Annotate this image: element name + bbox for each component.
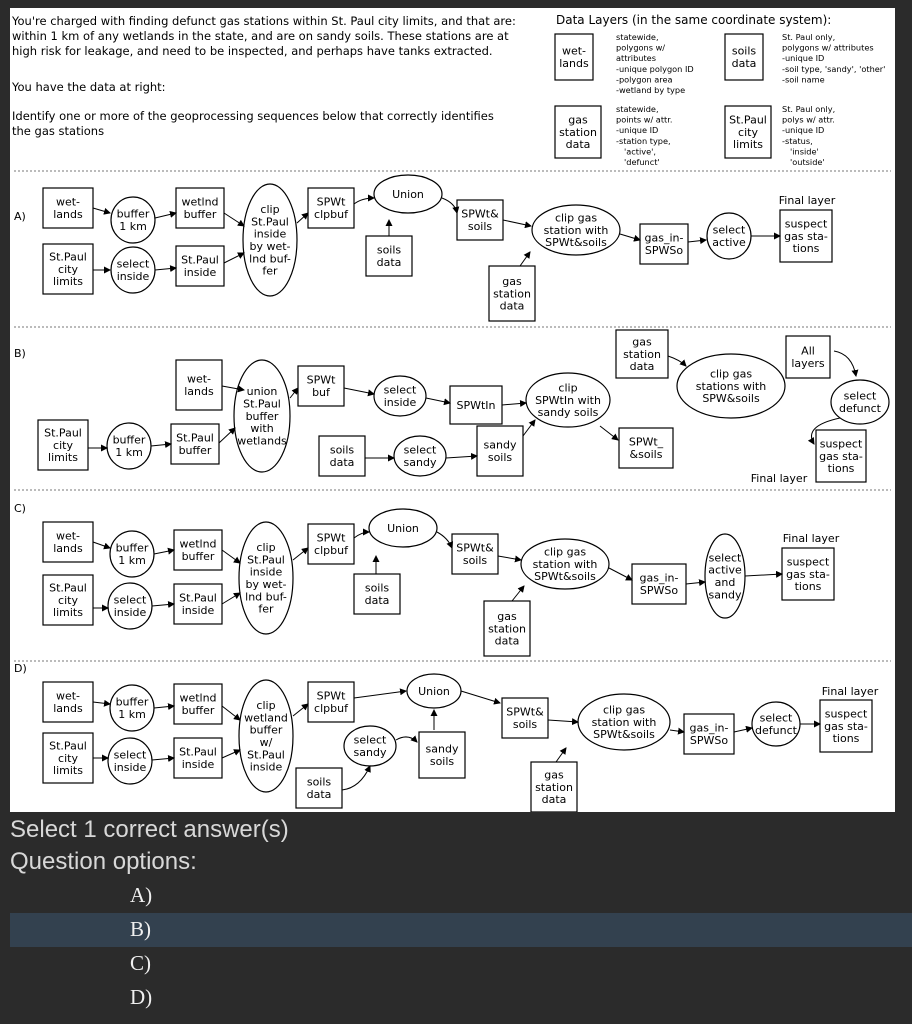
select-inside-oval	[108, 738, 152, 784]
select-inside-oval-label: select inside	[116, 257, 150, 283]
buffer-oval-label: buffer 1 km	[116, 207, 150, 233]
flow-arrow	[548, 720, 578, 722]
sandy-soils-box	[419, 732, 465, 778]
spwt-soils-box-label: SPWt& soils	[461, 207, 499, 233]
union-oval	[374, 175, 442, 213]
flow-arrow	[354, 198, 374, 204]
flow-arrow	[442, 198, 457, 213]
union-oval	[369, 509, 437, 547]
select-oval	[705, 534, 745, 618]
stpaul-inside-box-label: St.Paul inside	[179, 745, 217, 771]
flow-arrow	[609, 568, 632, 580]
clip-gas-oval-label: clip gas stations with SPW&soils	[695, 367, 767, 406]
flow-arrow	[222, 593, 240, 604]
flow-arrow	[688, 240, 706, 242]
intro-line: high risk for leakage, and need to be inspected, and perhaps have tanks extracted.	[12, 44, 493, 58]
option-a[interactable]	[10, 879, 912, 913]
final-layer-label: Final layer	[821, 684, 879, 698]
select-oval-label: select active	[712, 223, 746, 249]
stpaul-limits-box	[43, 733, 93, 783]
option-d-label: D)	[14, 661, 27, 675]
clip-oval-label: clip St.Paul inside by wet-lnd buf-fer	[249, 203, 291, 278]
stpaul-limits-box	[38, 420, 88, 470]
spwt-clpbuf-box	[308, 524, 354, 564]
union-oval-label: union St.Paul buffer with wetlands	[237, 385, 287, 448]
final-layer-box-label: suspect gas sta-tions	[786, 555, 830, 594]
clip-oval-label: clip St.Paul inside by wet-lnd buf-fer	[245, 541, 287, 616]
final-layer-box	[780, 210, 832, 262]
flow-arrow	[219, 428, 235, 443]
flow-arrow	[224, 253, 244, 263]
soils-data-box-label: soils data	[306, 775, 332, 801]
spwt-buf-box	[298, 366, 344, 406]
option-label: A)	[130, 883, 153, 907]
flow-arrow	[520, 252, 530, 266]
union-oval-label: Union	[418, 684, 450, 698]
flow-arrow	[670, 730, 684, 732]
flow-arrow	[734, 728, 752, 732]
option-c-label: C)	[14, 501, 26, 515]
gas-in-spwso-box-label: gas_in-SPWSo	[644, 231, 684, 257]
gas-in-spwso-box	[632, 564, 686, 604]
spwt-soils-box-label: SPWt_ &soils	[628, 435, 664, 461]
flow-arrow	[502, 403, 526, 405]
option-b-label: B)	[14, 346, 26, 360]
select-oval-label: select active and sandy	[708, 551, 742, 602]
flow-arrow	[498, 556, 521, 560]
wetlands-box-label: wet-lands	[53, 195, 83, 221]
gas-in-spwso-box-label: gas_in-SPWSo	[639, 571, 679, 597]
identify-line: the gas stations	[12, 124, 105, 138]
flow-arrow	[152, 604, 174, 606]
clip-oval-label: clip wetland buffer w/ St.Paul inside	[244, 699, 288, 774]
data-layer-box	[555, 34, 593, 80]
wetland-buffer-box-label: wetlnd buffer	[179, 691, 217, 717]
buffer-oval-label: buffer 1 km	[112, 433, 146, 459]
data-layer-description: St. Paul only, polys w/ attr. -unique ID -status, 'inside' 'outside'	[782, 104, 836, 167]
gas-in-spwso-box	[684, 714, 734, 754]
flow-arrow	[834, 351, 856, 376]
flow-arrow	[290, 388, 298, 398]
clip-oval	[243, 184, 297, 296]
flow-arrow	[512, 586, 524, 601]
identify-line: Identify one or more of the geoprocessing sequences below that correctly identifies	[12, 109, 494, 123]
select-prompt: Select 1 correct answer(s)	[10, 816, 289, 843]
spwt-clpbuf-box-label: SPWt clpbuf	[314, 689, 348, 715]
gas-station-box	[531, 762, 577, 812]
select-inside-oval	[374, 376, 426, 416]
spwt-clpbuf-box	[308, 682, 354, 722]
union-oval	[234, 360, 290, 472]
wetlands-box	[43, 188, 93, 228]
select-oval-label: select defunct	[755, 711, 797, 737]
stpaul-inside-box-label: St.Paul inside	[179, 591, 217, 617]
answer-area	[0, 812, 912, 1024]
gas-station-box	[489, 266, 535, 321]
select-oval	[752, 702, 800, 746]
wetland-buffer-box	[176, 188, 224, 228]
wetlands-box	[43, 522, 93, 562]
flow-arrow	[154, 706, 174, 708]
stpaul-inside-box-label: St.Paul inside	[181, 253, 219, 279]
flow-arrow	[426, 398, 450, 403]
gas-in-spwso-box-label: gas_in-SPWSo	[689, 721, 729, 747]
all-layers-box	[786, 336, 830, 378]
stpaul-limits-box	[43, 575, 93, 625]
option-b[interactable]	[10, 913, 912, 947]
final-layer-box-label: suspect gas sta-tions	[784, 217, 828, 256]
all-layers-box-label: All layers	[791, 344, 825, 370]
stpaul-limits-box	[43, 244, 93, 294]
intro-line: within 1 km of any wetlands in the state, and are on sandy soils. These stations are at	[12, 29, 509, 43]
flow-arrow	[354, 532, 369, 538]
flow-arrow	[93, 208, 110, 213]
gas-station-box-label: gas station data	[623, 335, 661, 374]
gas-station-box-label: gas station data	[535, 768, 573, 807]
clip-gas-oval	[521, 539, 609, 589]
stpaul-inside-box	[174, 738, 222, 778]
gas-station-box	[616, 330, 668, 378]
data-layer-box-label: gas station data	[559, 113, 597, 152]
soils-data-box	[366, 236, 412, 276]
clip-gas-oval-label: clip gas station with SPWt&soils	[543, 211, 609, 250]
geoprocessing-diagram	[10, 8, 895, 812]
buffer-oval	[111, 197, 155, 243]
flow-arrow	[93, 542, 110, 548]
select-defunct-oval-label: select defunct	[839, 389, 881, 415]
data-layer-box	[725, 106, 771, 158]
clip-gas-oval	[578, 694, 670, 750]
flow-arrow	[686, 582, 705, 584]
flow-arrow	[155, 268, 176, 270]
question-panel	[10, 8, 895, 812]
flow-arrow	[503, 220, 531, 226]
wetlands-box-label: wet-lands	[184, 372, 214, 398]
spwtin-box-label: SPWtIn	[456, 398, 496, 412]
wetland-buffer-box	[174, 684, 222, 724]
final-layer-label: Final layer	[778, 193, 836, 207]
flow-arrow	[600, 426, 618, 440]
select-sandy-oval-label: select sandy	[353, 733, 387, 759]
soils-data-box-label: soils data	[376, 243, 402, 269]
option-label: D)	[130, 985, 153, 1009]
data-layer-description: statewide, points w/ attr. -unique ID -station type, 'active', 'defunct'	[616, 104, 673, 167]
select-inside-oval-label: select inside	[113, 593, 147, 619]
option-a-label: A)	[14, 209, 26, 223]
gas-station-box	[484, 601, 530, 656]
union-oval	[407, 674, 461, 708]
spwt-soils-box	[619, 428, 673, 468]
flow-arrow	[155, 213, 176, 218]
stpaul-limits-box-label: St.Paul city limits	[49, 581, 87, 620]
select-sandy-oval-label: select sandy	[403, 443, 437, 469]
option-c[interactable]	[10, 947, 912, 981]
select-oval	[707, 213, 751, 259]
option-label: C)	[130, 951, 151, 975]
wetland-buffer-box-label: wetlnd buffer	[179, 537, 217, 563]
stpaul-limits-box-label: St.Paul city limits	[49, 739, 87, 778]
clip-gas-oval	[532, 205, 620, 255]
data-layer-box-label: soils data	[731, 44, 757, 70]
flow-arrow	[297, 213, 308, 223]
flow-arrow	[668, 356, 686, 366]
spwtin-box	[450, 386, 502, 424]
flow-arrow	[437, 532, 452, 548]
select-inside-oval	[108, 583, 152, 629]
flow-arrow	[222, 750, 240, 758]
flow-arrow	[293, 704, 308, 716]
gas-in-spwso-box	[640, 224, 688, 264]
data-layers-title: Data Layers (in the same coordinate system):	[556, 13, 832, 27]
clip-oval	[526, 373, 610, 427]
flow-arrow	[344, 388, 374, 394]
stpaul-buffer-box-label: St.Paul buffer	[176, 431, 214, 457]
buffer-oval	[107, 423, 151, 469]
select-sandy-oval	[344, 726, 396, 766]
flow-arrow	[556, 748, 566, 762]
spwt-soils-box-label: SPWt& soils	[506, 705, 544, 731]
spwt-soils-box	[457, 200, 503, 240]
final-layer-label: Final layer	[750, 471, 808, 485]
sandy-soils-box-label: sandy soils	[425, 742, 459, 768]
wetlands-box	[176, 360, 222, 410]
option-d[interactable]	[10, 981, 912, 1015]
clip-gas-oval-label: clip gas station with SPWt&soils	[591, 703, 657, 742]
soils-data-box	[296, 768, 342, 808]
option-label: B)	[130, 917, 151, 941]
flow-arrow	[224, 213, 244, 226]
wetlands-box	[43, 682, 93, 722]
flow-arrow	[222, 706, 240, 720]
final-layer-box	[782, 548, 834, 600]
spwt-clpbuf-box-label: SPWt clpbuf	[314, 195, 348, 221]
spwt-soils-box	[502, 698, 548, 738]
soils-data-box-label: soils data	[329, 443, 355, 469]
spwt-clpbuf-box	[308, 188, 354, 228]
flow-arrow	[745, 574, 782, 576]
clip-oval-label: clip SPWtIn with sandy soils	[535, 381, 601, 420]
spwt-clpbuf-box-label: SPWt clpbuf	[314, 531, 348, 557]
wetland-buffer-box	[174, 530, 222, 570]
sandy-soils-box-label: sandy soils	[483, 438, 517, 464]
stpaul-inside-box	[174, 584, 222, 624]
data-layer-box	[725, 34, 763, 80]
stpaul-limits-box-label: St.Paul city limits	[49, 250, 87, 289]
clip-oval	[239, 680, 293, 792]
flow-arrow	[461, 691, 500, 703]
soils-data-box	[319, 436, 365, 476]
data-layer-box	[555, 106, 601, 158]
data-layer-description: St. Paul only, polygons w/ attributes -unique ID -soil type, 'sandy', 'other' -soil name	[782, 32, 886, 85]
flow-arrow	[342, 766, 370, 790]
union-oval-label: Union	[392, 187, 424, 201]
stpaul-buffer-box	[171, 424, 219, 464]
flow-arrow	[93, 702, 110, 704]
final-layer-label: Final layer	[782, 531, 840, 545]
flow-arrow	[151, 444, 171, 446]
spwt-soils-box	[452, 534, 498, 574]
soils-data-box-label: soils data	[364, 581, 390, 607]
clip-oval	[239, 522, 293, 634]
flow-arrow	[293, 548, 308, 560]
data-layer-box-label: St.Paul city limits	[729, 113, 767, 152]
have-data-text: You have the data at right:	[12, 80, 166, 94]
flow-arrow	[154, 550, 174, 554]
union-oval-label: Union	[387, 521, 419, 535]
buffer-oval	[110, 531, 154, 577]
final-layer-box-label: suspect gas sta-tions	[819, 437, 863, 476]
stpaul-limits-box-label: St.Paul city limits	[44, 426, 82, 465]
intro-line: You're charged with finding defunct gas stations within St. Paul city limits, and that are:	[12, 14, 516, 28]
select-inside-oval-label: select inside	[383, 383, 417, 409]
clip-gas-oval	[677, 354, 785, 418]
flow-arrow	[354, 691, 406, 698]
select-sandy-oval	[394, 436, 446, 476]
data-layer-description: statewide, polygons w/ attributes -unique polygon ID -polygon area -wetland by type	[616, 32, 694, 95]
select-inside-oval-label: select inside	[113, 748, 147, 774]
wetland-buffer-box-label: wetlnd buffer	[181, 195, 219, 221]
options-title: Question options:	[10, 848, 197, 875]
flow-arrow	[396, 737, 417, 742]
select-defunct-oval	[831, 380, 889, 424]
sandy-soils-box	[477, 426, 523, 476]
spwt-soils-box-label: SPWt& soils	[456, 541, 494, 567]
stpaul-inside-box	[176, 246, 224, 286]
final-layer-box	[820, 700, 872, 752]
flow-arrow	[222, 550, 240, 563]
soils-data-box	[354, 574, 400, 614]
flow-arrow	[152, 758, 174, 760]
data-layer-box-label: wet-lands	[559, 44, 589, 70]
clip-gas-oval-label: clip gas station with SPWt&soils	[532, 545, 598, 584]
wetlands-box-label: wet-lands	[53, 529, 83, 555]
buffer-oval	[110, 685, 154, 731]
gas-station-box-label: gas station data	[488, 610, 526, 648]
flow-arrow	[523, 420, 535, 436]
flow-arrow	[620, 234, 640, 240]
final-layer-box	[816, 430, 866, 482]
gas-station-box-label: gas station data	[493, 275, 531, 313]
select-inside-oval	[111, 247, 155, 293]
wetlands-box-label: wet-lands	[53, 689, 83, 715]
final-layer-box-label: suspect gas sta-tions	[824, 707, 868, 746]
buffer-oval-label: buffer 1 km	[115, 541, 149, 567]
buffer-oval-label: buffer 1 km	[115, 695, 149, 721]
spwt-buf-box-label: SPWt buf	[306, 373, 336, 399]
flow-arrow	[446, 456, 477, 458]
